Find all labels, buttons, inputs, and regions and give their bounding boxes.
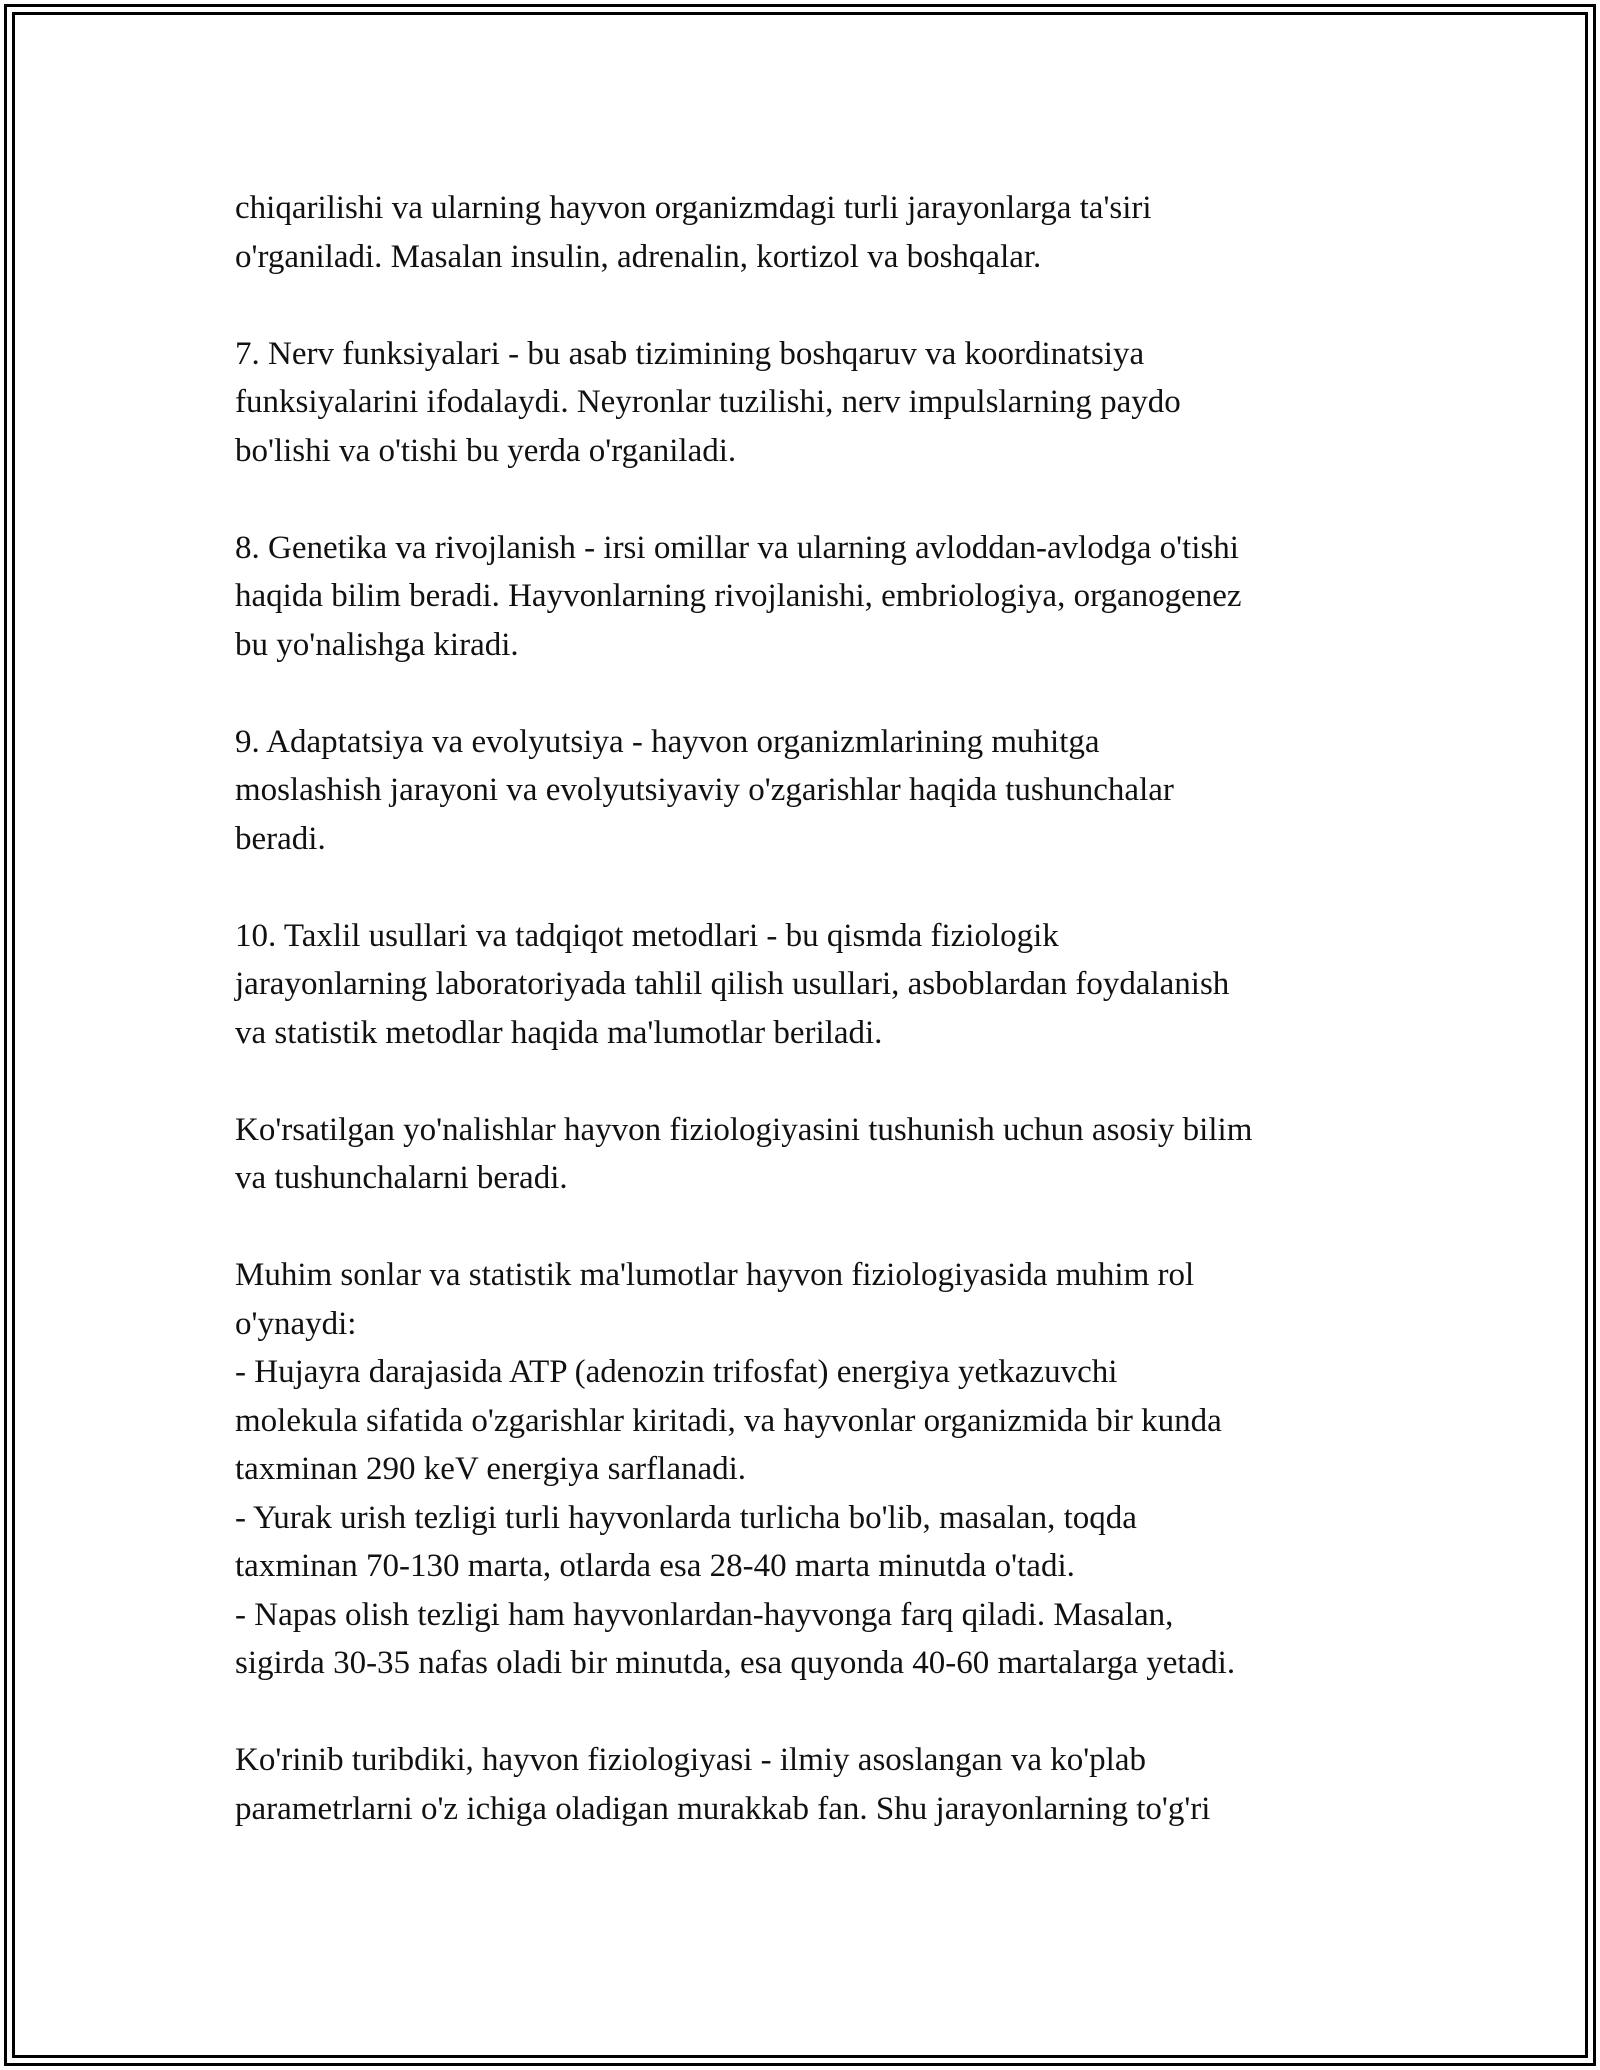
text-line: moslashish jarayoni va evolyutsiyaviy o'zgarishlar haqida tushunchalar [235, 772, 1174, 808]
paragraph-conclusion [235, 1736, 1385, 1833]
list-item-line: molekula sifatida o'zgarishlar kiritadi, va hayvonlar organizmida bir kunda [235, 1402, 1222, 1439]
text-line: o'rganiladi. Masalan insulin, adrenalin, kortizol va boshqalar. [235, 238, 1042, 275]
text-line: Ko'rsatilgan yo'nalishlar hayvon fiziologiyasini tushunish uchun asosiy bilim [235, 1111, 1253, 1148]
text-line: bu yo'nalishga kiradi. [235, 626, 519, 663]
list-item-line: sigirda 30-35 nafas oladi bir minutda, esa quyonda 40-60 martalarga yetadi. [235, 1645, 1236, 1681]
text-line: bo'lishi va o'tishi bu yerda o'rganiladi. [235, 432, 737, 469]
list-item-line: - Hujayra darajasida ATP (adenozin trifosfat) energiya yetkazuvchi [235, 1354, 1118, 1390]
text-line: Ko'rinib turibdiki, hayvon fiziologiyasi - ilmiy asoslangan va ko'plab [235, 1742, 1146, 1778]
paragraph-adaptation [235, 718, 1385, 864]
list-item-line: taxminan 70-130 marta, otlarda esa 28-40 marta minutda o'tadi. [235, 1548, 1075, 1584]
paragraph-genetics [235, 524, 1385, 670]
text-line: 10. Taxlil usullari va tadqiqot metodlari - bu qismda fiziologik [235, 917, 1059, 954]
text-line: Muhim sonlar va statistik ma'lumotlar hayvon fiziologiyasida muhim rol [235, 1257, 1195, 1293]
text-line: 8. Genetika va rivojlanish - irsi omillar va ularning avloddan-avlodga o'tishi [235, 529, 1239, 566]
paragraph-statistics [235, 1251, 1385, 1688]
text-line: o'ynaydi: [235, 1305, 357, 1342]
text-line: va tushunchalarni beradi. [235, 1160, 568, 1196]
text-line: beradi. [235, 820, 326, 857]
text-line: haqida bilim beradi. Hayvonlarning rivojlanishi, embriologiya, organogenez [235, 578, 1242, 614]
list-item-line: taxminan 290 keV energiya sarflanadi. [235, 1451, 747, 1487]
paragraph-hormones [235, 184, 1385, 281]
text-line: funksiyalarini ifodalaydi. Neyronlar tuzilishi, nerv impulslarning paydo [235, 384, 1181, 420]
paragraph-analysis-methods [235, 912, 1385, 1058]
document-body [235, 184, 1385, 1833]
list-item-line: - Napas olish tezligi ham hayvonlardan-hayvonga farq qiladi. Masalan, [235, 1596, 1174, 1633]
text-line: chiqarilishi va ularning hayvon organizmdagi turli jarayonlarga ta'siri [235, 190, 1152, 226]
paragraph-summary [235, 1106, 1385, 1203]
list-item-line: - Yurak urish tezligi turli hayvonlarda turlicha bo'lib, masalan, toqda [235, 1499, 1137, 1536]
text-line: 9. Adaptatsiya va evolyutsiya - hayvon organizmlarining muhitga [235, 723, 1100, 760]
text-line: va statistik metodlar haqida ma'lumotlar beriladi. [235, 1014, 883, 1051]
paragraph-nerve-functions [235, 330, 1385, 476]
text-line: parametrlarni o'z ichiga oladigan murakkab fan. Shu jarayonlarning to'g'ri [235, 1790, 1211, 1827]
text-line: jarayonlarning laboratoriyada tahlil qilish usullari, asboblardan foydalanish [235, 966, 1230, 1002]
text-line: 7. Nerv funksiyalari - bu asab tizimining boshqaruv va koordinatsiya [235, 335, 1145, 372]
